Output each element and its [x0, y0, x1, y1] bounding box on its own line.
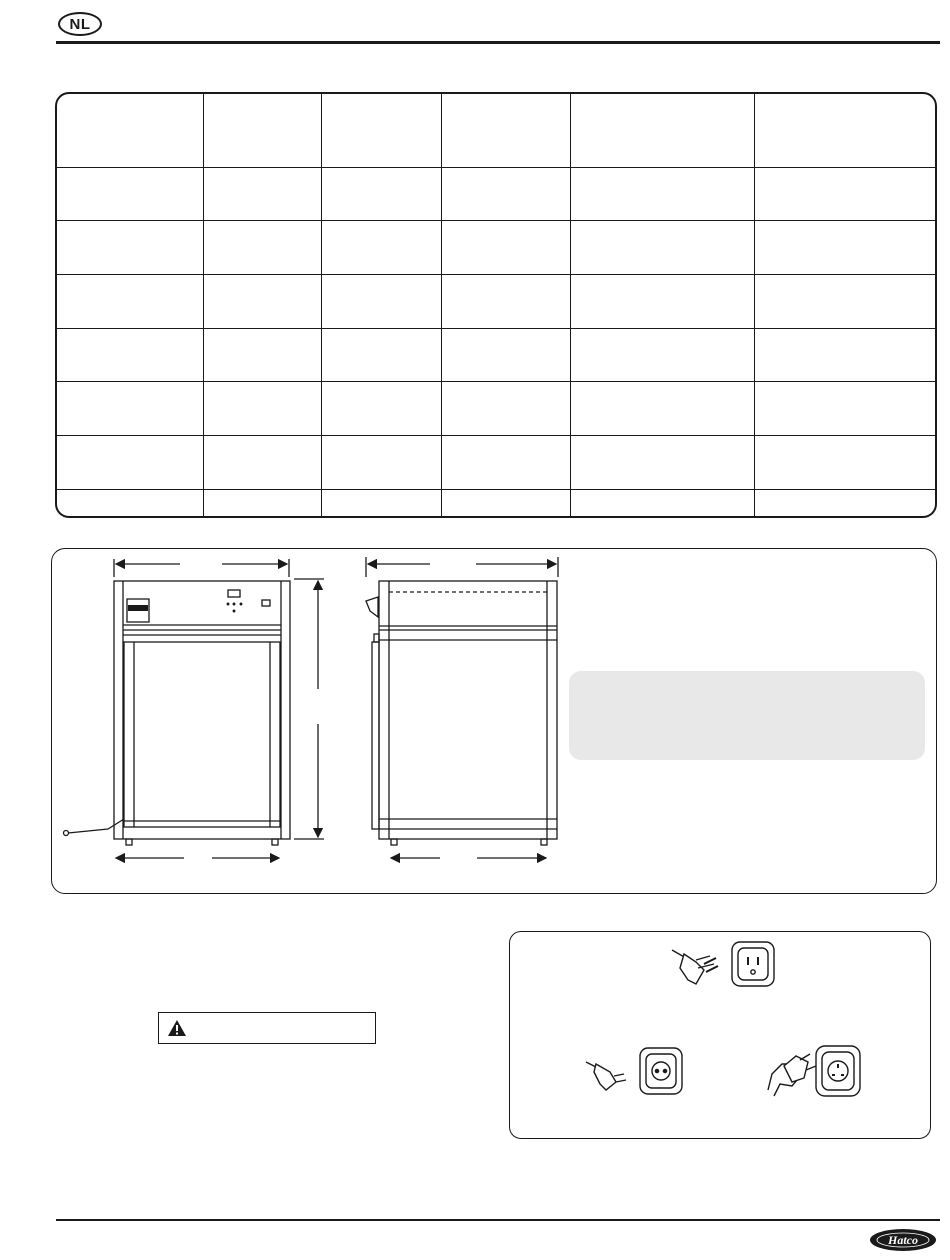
table-cell: [570, 221, 754, 275]
table-header-cell: [321, 94, 441, 167]
table-cell: [57, 167, 203, 221]
table-row: [57, 274, 937, 328]
specification-table: [55, 92, 937, 518]
table-cell: [441, 489, 570, 516]
plug-illustrations: [510, 932, 932, 1140]
schuko-plug-icon: [586, 1062, 626, 1090]
table-cell: [570, 382, 754, 436]
table-header-cell: [570, 94, 754, 167]
table-cell: [203, 328, 321, 382]
table-cell: [754, 435, 937, 489]
table-cell: [441, 328, 570, 382]
footer-rule: [56, 1219, 940, 1221]
table-row: [57, 382, 937, 436]
table-cell: [441, 435, 570, 489]
hatco-logo-mark: [868, 1225, 938, 1255]
table-cell: [203, 221, 321, 275]
language-code: NL: [69, 15, 91, 33]
table-cell: [321, 435, 441, 489]
table-cell: [441, 274, 570, 328]
uk-outlet-icon: [816, 1046, 860, 1096]
table-cell: [754, 328, 937, 382]
table-cell: [203, 435, 321, 489]
language-badge: [58, 12, 102, 36]
table-cell: [570, 328, 754, 382]
dimension-drawing-panel: [51, 548, 937, 894]
table-cell: [57, 221, 203, 275]
table-cell: [57, 489, 203, 516]
table-cell: [203, 382, 321, 436]
table-cell: [203, 274, 321, 328]
table-row: [57, 328, 937, 382]
table-cell: [754, 382, 937, 436]
uk-plug-icon: [768, 1054, 816, 1096]
north-america-plug-icon: [672, 950, 718, 984]
side-view: [366, 557, 558, 858]
table-header-row: [57, 94, 937, 167]
table-cell: [321, 489, 441, 516]
table-header-cell: [203, 94, 321, 167]
table-cell: [441, 382, 570, 436]
table-cell: [441, 167, 570, 221]
table-header-cell: [57, 94, 203, 167]
table-cell: [203, 489, 321, 516]
table-cell: [57, 274, 203, 328]
table-cell: [754, 167, 937, 221]
table-header-cell: [441, 94, 570, 167]
header-rule: [56, 41, 940, 44]
north-america-outlet-icon: [732, 942, 774, 986]
warning-box: [158, 1012, 376, 1044]
hatco-logo: [868, 1225, 938, 1260]
table-cell: [321, 382, 441, 436]
table-cell: [570, 274, 754, 328]
table-cell: [57, 435, 203, 489]
table-cell: [570, 167, 754, 221]
table-row: [57, 167, 937, 221]
table-row: [57, 489, 937, 516]
table-cell: [321, 221, 441, 275]
table-cell: [570, 489, 754, 516]
table-cell: [441, 221, 570, 275]
table-cell: [57, 328, 203, 382]
table-cell: [321, 328, 441, 382]
note-box: [569, 671, 925, 760]
logo-text: Hatco: [888, 1233, 918, 1247]
table-cell: [203, 167, 321, 221]
table-cell: [754, 489, 937, 516]
table-row: [57, 435, 937, 489]
table-cell: [321, 167, 441, 221]
table-header-cell: [754, 94, 937, 167]
table-cell: [754, 274, 937, 328]
table-cell: [321, 274, 441, 328]
warning-triangle-icon: [167, 1019, 187, 1037]
plug-types-panel: [509, 931, 931, 1139]
spec-table-grid: [57, 94, 937, 516]
schuko-outlet-icon: [640, 1048, 682, 1094]
table-row: [57, 221, 937, 275]
table-cell: [570, 435, 754, 489]
table-cell: [57, 382, 203, 436]
front-view: [64, 559, 325, 858]
table-cell: [754, 221, 937, 275]
